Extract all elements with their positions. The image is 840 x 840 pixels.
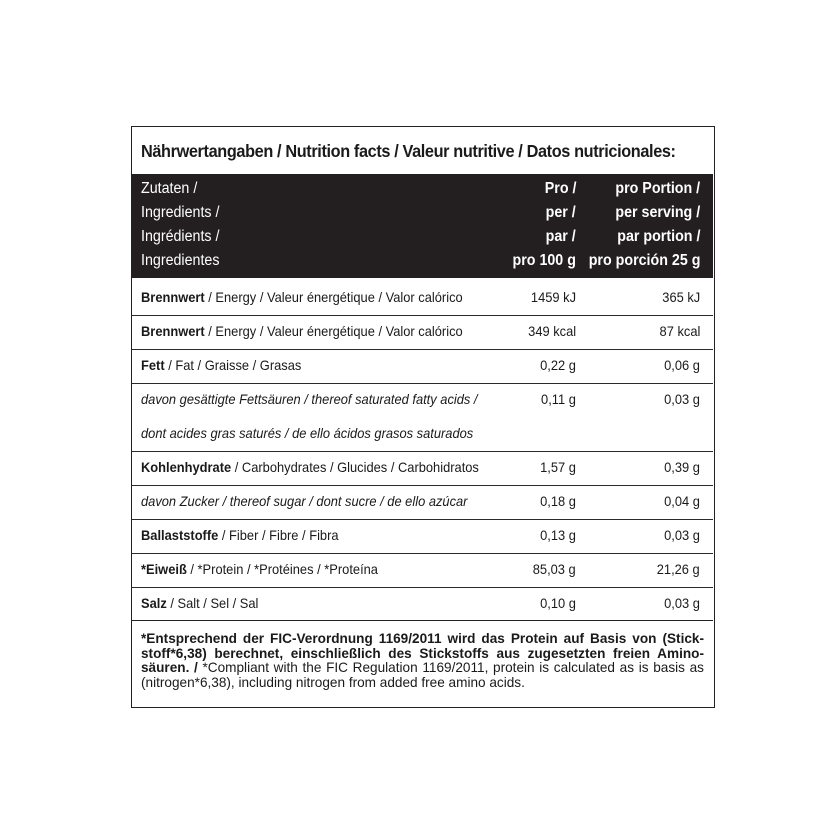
header-serving-fr: par portion / xyxy=(616,228,700,245)
value-per-serving: 365 kJ xyxy=(662,289,700,305)
value-per-serving: 21,26 g xyxy=(657,561,700,577)
value-per-serving: 0,03 g xyxy=(664,595,700,611)
table-row-energy-kcal xyxy=(132,315,713,350)
nutrition-facts-panel xyxy=(131,126,715,708)
table-row-fiber xyxy=(132,519,713,554)
value-per-100g: 0,18 g xyxy=(540,493,576,509)
protein-footnote xyxy=(141,632,704,690)
table-row-carbohydrates xyxy=(132,451,713,486)
nutrient-name: dont acides gras saturés / de ello ácidos grasos saturados xyxy=(141,425,474,441)
value-per-100g: 0,13 g xyxy=(540,527,576,543)
nutrient-name: davon gesättigte Fettsäuren / thereof saturated fatty acids / xyxy=(141,391,478,407)
header-per100-amount: pro 100 g xyxy=(512,252,576,269)
table-row-protein xyxy=(132,553,713,588)
nutrient-name: Brennwert / Energy / Valeur énergétique / Valor calórico xyxy=(141,323,463,339)
value-per-100g: 1,57 g xyxy=(540,459,576,475)
nutrient-name: Brennwert / Energy / Valeur énergétique / Valor calórico xyxy=(141,289,463,305)
nutrient-name: davon Zucker / thereof sugar / dont sucre / de ello azúcar xyxy=(141,493,468,509)
header-per100-de: Pro / xyxy=(544,180,576,197)
header-ingredients-en: Ingredients / xyxy=(141,204,220,221)
value-per-100g: 85,03 g xyxy=(533,561,576,577)
footnote-english: *Compliant with the FIC Regulation 1169/2011, protein is calculated as is basis as (nitrogen*6,38), including nitrogen from added free amino acids. xyxy=(141,660,704,690)
value-per-serving: 87 kcal xyxy=(659,323,700,339)
nutrient-name: Salz / Salt / Sel / Sal xyxy=(141,595,259,611)
value-per-100g: 0,11 g xyxy=(541,391,576,407)
nutrient-name: Kohlenhydrate / Carbohydrates / Glucides / Carbohidratos xyxy=(141,459,479,475)
value-per-100g: 1459 kJ xyxy=(530,289,576,305)
header-serving-amount: pro porción 25 g xyxy=(588,252,700,269)
header-ingredients-de: Zutaten / xyxy=(141,180,198,197)
footnote-divider xyxy=(132,620,713,621)
header-ingredients-fr: Ingrédients / xyxy=(141,228,220,245)
table-row-energy-kj xyxy=(132,281,713,316)
header-serving-en: per serving / xyxy=(615,204,700,221)
nutrient-name: Fett / Fat / Graisse / Grasas xyxy=(141,357,302,373)
nutrient-name: Ballaststoffe / Fiber / Fibre / Fibra xyxy=(141,527,339,543)
header-ingredients-es: Ingredientes xyxy=(141,252,220,269)
table-row-fat xyxy=(132,349,713,384)
nutrition-title: Nährwertangaben / Nutrition facts / Valeur nutritive / Datos nutricionales: xyxy=(141,141,676,161)
value-per-serving: 0,03 g xyxy=(664,527,700,543)
header-per100-en: per / xyxy=(545,204,576,221)
table-row-sugar xyxy=(132,485,713,520)
value-per-100g: 0,22 g xyxy=(540,357,576,373)
value-per-serving: 0,04 g xyxy=(664,493,700,509)
value-per-100g: 349 kcal xyxy=(528,323,576,339)
header-serving-de: pro Portion / xyxy=(615,180,700,197)
nutrient-name: *Eiweiß / *Protein / *Protéines / *Proteína xyxy=(141,561,378,577)
value-per-serving: 0,06 g xyxy=(664,357,700,373)
table-row-saturated-fat-cont xyxy=(132,417,713,452)
footnote-german: *Entsprechend der FIC-Verordnung 1169/2011 wird das Protein auf Basis von (Stick-stoff*6,38) berechnet, einschließlich des Stickstoffs aus zugesetzten freien Amino-säuren. / xyxy=(141,631,704,675)
table-row-saturated-fat xyxy=(132,383,713,417)
table-row-salt xyxy=(132,587,713,621)
header-per100-fr: par / xyxy=(545,228,576,245)
value-per-serving: 0,39 g xyxy=(664,459,700,475)
value-per-100g: 0,10 g xyxy=(540,595,576,611)
table-header xyxy=(132,174,713,278)
value-per-serving: 0,03 g xyxy=(664,391,700,407)
